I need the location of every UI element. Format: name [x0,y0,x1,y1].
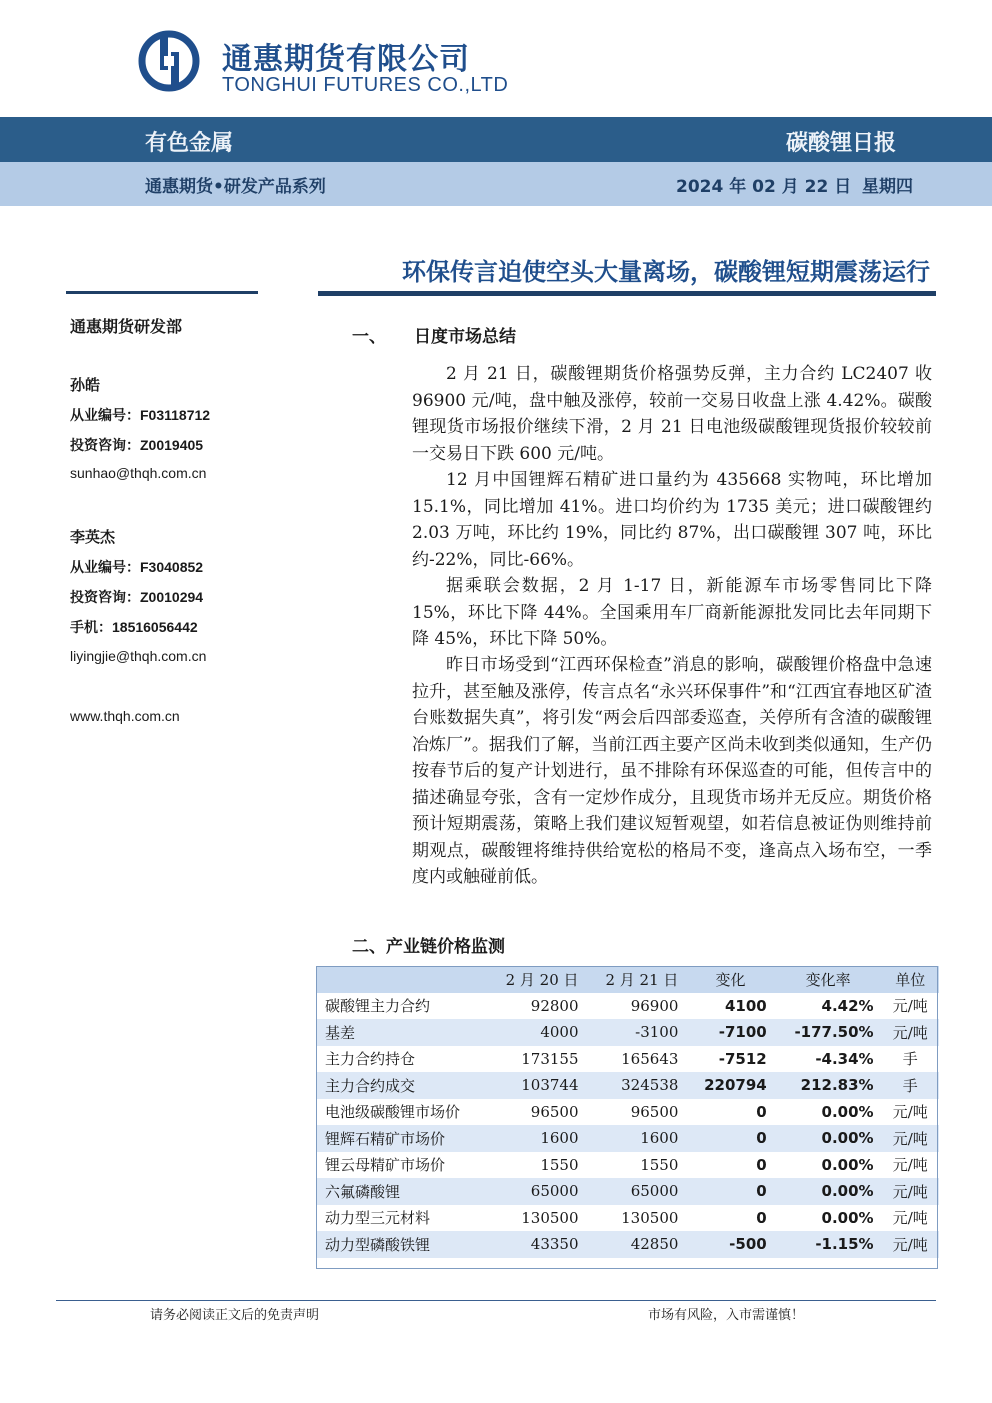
research-dept: 通惠期货研发部 [70,317,183,336]
prev-value: 103744 [521,1076,579,1095]
item-name: 电池级碳酸锂市场价 [325,1103,461,1122]
prev-value: 65000 [530,1182,579,1201]
series-label: 通惠期货•研发产品系列 [145,177,326,197]
curr-value: 324538 [621,1076,679,1095]
table-header-row [317,966,939,993]
section-number: 一、 [352,327,386,347]
company-name-cn: 通惠期货有限公司 [222,42,470,77]
consult-label: 投资咨询： [70,438,140,454]
analyst-email-link[interactable]: sunhao@thqh.com.cn [70,465,207,481]
unit: 元/吨 [892,1209,928,1228]
disclaimer-note: 请务必阅读正文后的免责声明 [150,1308,320,1323]
table-row [317,993,939,1020]
paragraph: 据乘联会数据，2 月 1-17 日，新能源车市场零售同比下降 15%，环比下降 44%。全国乘用车厂商新能源批发同比去年同期下降 45%，环比下降 50%。 [412,576,932,649]
change-value: -7512 [718,1049,767,1068]
curr-value: -3100 [635,1023,679,1042]
website-link[interactable]: www.thqh.com.cn [70,708,180,724]
curr-value: 1600 [640,1129,679,1148]
table-row [317,1125,939,1152]
analyst-consult [70,587,203,607]
prev-value: 1600 [540,1129,579,1148]
change-rate: 0.00% [821,1155,874,1174]
prev-value: 92800 [530,996,579,1015]
change-value: 4100 [724,996,767,1015]
column-header: 2 月 21 日 [605,970,679,989]
change-value: 0 [756,1208,767,1227]
curr-value: 1550 [640,1155,679,1174]
analyst-email-link[interactable]: liyingjie@thqh.com.cn [70,648,207,664]
column-header: 2 月 20 日 [505,970,579,989]
change-rate: 0.00% [821,1208,874,1227]
report-headline: 环保传言迫使空头大量离场，碳酸锂短期震荡运行 [402,258,930,286]
table-row [317,1046,939,1073]
curr-value: 96900 [630,996,679,1015]
curr-value: 96500 [630,1102,679,1121]
analyst-license [70,405,210,425]
paragraph: 2 月 21 日，碳酸锂期货价格强势反弹，主力合约 LC2407 收 96900 元/吨，盘中触及涨停，较前一交易日收盘上涨 4.42%。碳酸锂现货市场报价继续下滑，2 月 21 日电池级碳酸锂现货报价较较前一交易日下跌 600 元/吨。 [412,364,932,464]
footer-divider [56,1300,936,1301]
prev-value: 43350 [530,1235,579,1254]
table-row [317,1205,939,1232]
unit: 元/吨 [892,997,928,1016]
consult-value: Z0019405 [140,437,204,453]
column-header: 变化率 [805,970,851,989]
item-name: 基差 [325,1023,356,1042]
table-row [317,1099,939,1126]
column-header: 变化 [715,970,746,989]
prev-value: 4000 [540,1023,579,1042]
item-name: 动力型磷酸铁锂 [325,1235,431,1254]
table-row [317,1152,939,1179]
unit: 元/吨 [892,1103,928,1122]
analyst-name: 孙皓 [70,376,101,394]
unit: 元/吨 [892,1129,928,1148]
item-name: 主力合约成交 [325,1076,416,1095]
paragraph: 12 月中国锂辉石精矿进口量约为 435668 实物吨，环比增加 15.1%，同比增加 41%。进口均价约为 1735 美元；进口碳酸锂约 2.03 万吨，环比约 19%，同比约 87%，出口碳酸锂 307 吨，环比约-22%，同比-66%。 [412,470,932,570]
change-value: 0 [756,1182,767,1201]
analyst-name: 李英杰 [70,528,116,546]
change-value: -7100 [718,1023,767,1042]
license-label: 从业编号： [70,560,140,576]
headline-divider [318,291,936,296]
company-logo-icon [138,30,200,92]
analyst-license [70,557,203,577]
table-row [317,1178,939,1205]
license-label: 从业编号： [70,408,140,424]
consult-value: Z0010294 [140,589,204,605]
table-row [317,1072,939,1099]
table-row [317,1019,939,1046]
item-name: 动力型三元材料 [325,1209,431,1228]
prev-value: 173155 [521,1049,579,1068]
change-value: 0 [756,1129,767,1148]
change-value: 0 [756,1155,767,1174]
change-rate: -177.50% [794,1023,874,1042]
prev-value: 130500 [521,1208,579,1227]
analyst-phone [70,617,198,637]
change-value: 220794 [704,1076,767,1095]
unit: 元/吨 [892,1182,928,1201]
risk-warning: 市场有风险，入市需谨慎！ [648,1308,805,1323]
item-name: 主力合约持仓 [325,1050,416,1069]
unit: 手 [902,1050,918,1069]
company-name-en: TONGHUI FUTURES CO.,LTD [222,74,509,96]
change-rate: 0.00% [821,1129,874,1148]
change-rate: 0.00% [821,1182,874,1201]
unit: 手 [902,1076,918,1095]
report-weekday: 星期四 [862,177,913,197]
curr-value: 65000 [630,1182,679,1201]
license-value: F3040852 [140,559,204,575]
analyst-consult [70,435,203,455]
unit: 元/吨 [892,1023,928,1042]
column-header: 单位 [895,970,926,989]
change-value: 0 [756,1102,767,1121]
item-name: 锂辉石精矿市场价 [325,1129,446,1148]
change-rate: 4.42% [821,996,874,1015]
change-rate: -1.15% [815,1235,874,1254]
table-row [317,1231,939,1258]
curr-value: 165643 [621,1049,679,1068]
change-rate: -4.34% [815,1049,874,1068]
price-monitor-table [317,966,939,1258]
prev-value: 96500 [530,1102,579,1121]
license-value: F03118712 [140,407,211,423]
change-rate: 0.00% [821,1102,874,1121]
column-header [317,966,487,993]
change-value: -500 [729,1235,767,1254]
consult-label: 投资咨询： [70,590,140,606]
unit: 元/吨 [892,1235,928,1254]
item-name: 碳酸锂主力合约 [325,997,431,1016]
prev-value: 1550 [540,1155,579,1174]
paragraph: 昨日市场受到“江西环保检查”消息的影响，碳酸锂价格盘中急速拉升，甚至触及涨停，传言点名“永兴环保事件”和“江西宜春地区矿渣台账数据失真”，将引发“两会后四部委巡查，关停所有含渣的碳酸锂冶炼厂”。据我们了解，当前江西主要产区尚未收到类似通知，生产仍按春节后的复产计划进行，虽不排除有环保巡查的可能，但传言中的描述确显夸张，含有一定炒作成分，且现货市场并无反应。期货价格预计短期震荡，策略上我们建议短暂观望，如若信息被证伪则维持前期观点，碳酸锂将维持供给宽松的格局不变，逢高点入场布空，一季度内或触碰前低。 [412,655,932,887]
curr-value: 42850 [630,1235,679,1254]
sector-label: 有色金属 [145,131,234,156]
section-title: 日度市场总结 [414,327,516,347]
sidebar-divider [66,291,258,294]
change-rate: 212.83% [800,1076,874,1095]
curr-value: 130500 [621,1208,679,1227]
section-title: 二、产业链价格监测 [352,937,505,957]
item-name: 六氟磷酸锂 [325,1182,401,1201]
phone-value: 18516056442 [112,619,198,635]
phone-label: 手机： [70,620,112,636]
report-type-label: 碳酸锂日报 [785,131,896,156]
report-date: 2024 年 02 月 22 日 [676,177,852,197]
item-name: 锂云母精矿市场价 [325,1156,446,1175]
unit: 元/吨 [892,1156,928,1175]
